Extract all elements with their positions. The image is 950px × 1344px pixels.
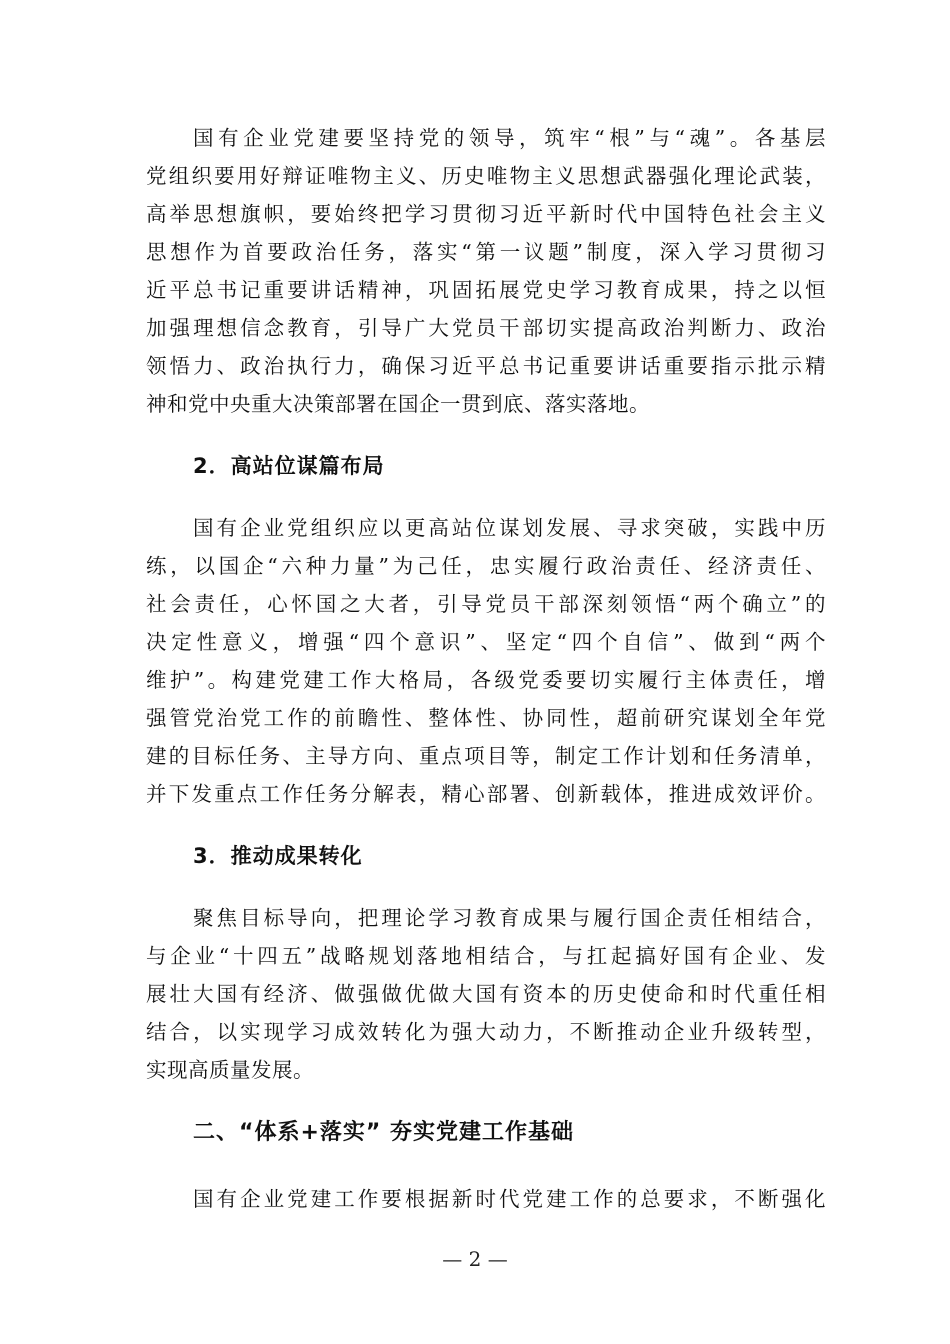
paragraph-line: 国有企业党组织应以更高站位谋划发展、寻求突破，实践中历 (193, 516, 826, 540)
paragraph-line: 实现高质量发展。 (146, 1058, 314, 1082)
paragraph-line: 结合，以实现学习成效转化为强大动力，不断推动企业升级转型， (146, 1020, 826, 1044)
chapter-heading: 二、“体系+落实” 夯实党建工作基础 (193, 1120, 575, 1145)
paragraph-line: 国有企业党建要坚持党的领导，筑牢“根”与“魂”。各基层 (193, 126, 826, 150)
paragraph-line: 国有企业党建工作要根据新时代党建工作的总要求，不断强化 (193, 1187, 826, 1211)
paragraph-line: 与企业“十四五”战略规划落地相结合，与扛起搞好国有企业、发 (146, 944, 826, 968)
paragraph-line: 并下发重点工作任务分解表，精心部署、创新载体，推进成效评价。 (146, 782, 826, 806)
section-heading: 2．高站位谋篇布局 (193, 454, 385, 478)
paragraph-line: 党组织要用好辩证唯物主义、历史唯物主义思想武器强化理论武装， (146, 164, 826, 188)
section-heading: 3．推动成果转化 (193, 844, 363, 868)
paragraph-line: 强管党治党工作的前瞻性、整体性、协同性，超前研究谋划全年党 (146, 706, 826, 730)
paragraph-line: 练，以国企“六种力量”为己任，忠实履行政治责任、经济责任、 (146, 554, 826, 578)
paragraph-line: 神和党中央重大决策部署在国企一贯到底、落实落地。 (146, 392, 650, 416)
paragraph-line: 领悟力、政治执行力，确保习近平总书记重要讲话重要指示批示精 (146, 354, 826, 378)
page-number: — 2 — (442, 1247, 508, 1271)
paragraph-line: 展壮大国有经济、做强做优做大国有资本的历史使命和时代重任相 (146, 982, 826, 1006)
paragraph-line: 思想作为首要政治任务，落实“第一议题”制度，深入学习贯彻习 (146, 240, 826, 264)
paragraph-line: 聚焦目标导向，把理论学习教育成果与履行国企责任相结合， (193, 906, 826, 930)
paragraph-line: 近平总书记重要讲话精神，巩固拓展党史学习教育成果，持之以恒 (146, 278, 826, 302)
paragraph-line: 加强理想信念教育，引导广大党员干部切实提高政治判断力、政治 (146, 316, 826, 340)
paragraph-line: 高举思想旗帜，要始终把学习贯彻习近平新时代中国特色社会主义 (146, 202, 826, 226)
paragraph-line: 决定性意义，增强“四个意识”、坚定“四个自信”、做到“两个 (146, 630, 826, 654)
paragraph-line: 维护”。构建党建工作大格局，各级党委要切实履行主体责任，增 (146, 668, 826, 692)
paragraph-line: 社会责任，心怀国之大者，引导党员干部深刻领悟“两个确立”的 (146, 592, 826, 616)
paragraph-line: 建的目标任务、主导方向、重点项目等，制定工作计划和任务清单， (146, 744, 826, 768)
